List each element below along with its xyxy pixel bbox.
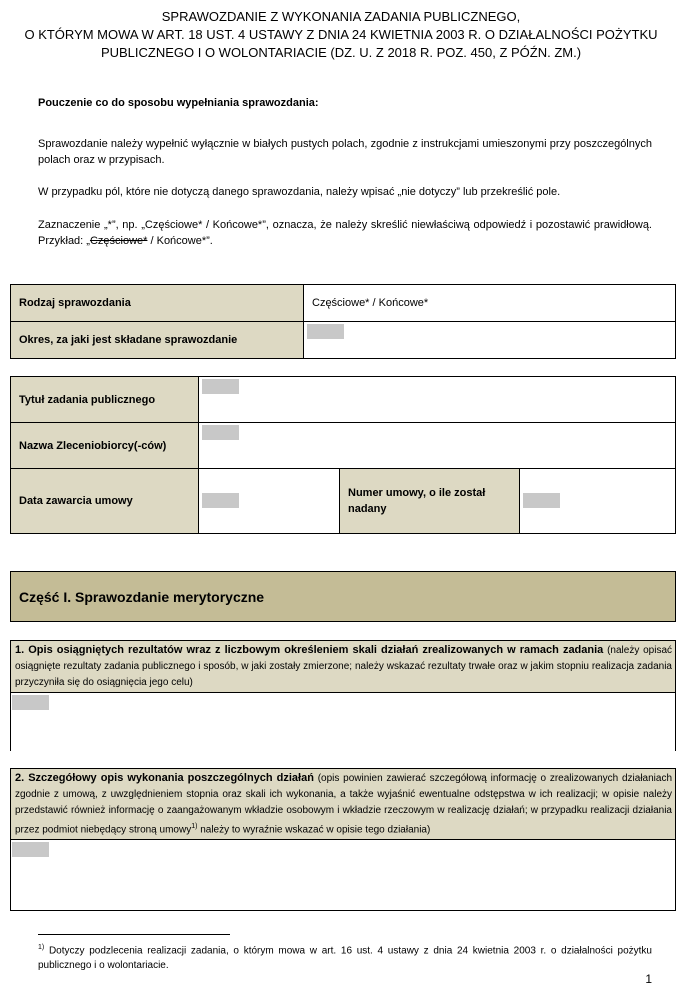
activities-instructions-end: należy to wyraźnie wskazać w opisie tego działania) [197,824,431,836]
field-placeholder [202,379,239,394]
instructions-p3-end: / Końcowe*”. [147,235,213,247]
document-title [0,8,682,62]
contract-date-label: Data zawarcia umowy [11,469,199,534]
report-type-label: Rodzaj sprawozdania [11,285,304,322]
results-description-box [10,640,676,751]
task-title-field[interactable] [199,377,676,423]
instructions-paragraph-3 [38,217,652,249]
contractor-label: Nazwa Zleceniobiorcy(-ców) [11,423,199,469]
title-line-2: O KTÓRYM MOWA W ART. 18 UST. 4 USTAWY Z DNIA 24 KWIETNIA 2003 R. O DZIAŁALNOŚCI POŻYTKU [24,27,658,42]
footnote-text: Dotyczy podzlecenia realizacji zadania, o którym mowa w art. 16 ust. 4 ustawy z dnia 24 kwietnia 2003 r. o działalności pożytku publicznego i o wolontariacie. [38,945,652,972]
instructions-paragraph-2: W przypadku pól, które nie dotyczą danego sprawozdania, należy wpisać „nie dotyczy” lub przekreślić pole. [38,186,561,198]
contractor-field[interactable] [199,423,676,469]
instructions-heading: Pouczenie co do sposobu wypełniania sprawozdania: [38,97,319,109]
activities-description-box [10,768,676,911]
results-instructions: (należy opisać osiągnięte rezultaty zadania publicznego i sposób, w jaki zostały zmierzone; należy wskazać rezultaty trwałe oraz w jakim stopniu realizacja zadania przyczyniła się do osiągnięcia jego celu) [15,645,673,688]
activities-question: 2. Szczegółowy opis wykonania poszczególnych działań [15,772,314,784]
instructions-paragraph-1: Sprawozdanie należy wypełnić wyłącznie w białych pustych polach, zgodnie z instrukcjami umieszonymi przy poszczególnych polach oraz w przypisach. [38,138,652,166]
title-line-3: PUBLICZNEGO I O WOLONTARIACIE (DZ. U. Z 2018 R. POZ. 450, Z PÓŹN. ZM.) [100,45,582,60]
page-number: 1 [645,972,652,986]
activities-description-field[interactable] [11,840,675,902]
title-line-1: SPRAWOZDANIE Z WYKONANIA ZADANIA PUBLICZNEGO, [161,9,521,24]
report-period-label: Okres, za jaki jest składane sprawozdanie [11,322,304,359]
field-placeholder [202,493,239,508]
contract-number-label: Numer umowy, o ile został nadany [340,469,520,534]
task-info-table [10,376,676,534]
footnote-divider [38,934,230,935]
field-placeholder [523,493,560,508]
field-placeholder [12,842,49,857]
activities-description-label [11,769,675,840]
results-description-field[interactable] [11,693,675,755]
footnote [38,940,652,973]
field-placeholder [202,425,239,440]
report-type-table [10,284,676,359]
field-placeholder [12,695,49,710]
activities-instructions: (opis powinien zawierać szczegółową informację o zrealizowanych działaniach zgodnie z umową, z uwzględnieniem stopnia oraz skali ich wykonania, a także wyjaśnić ewentualne odstępstwa w ich realizacji; w opisie należy przedstawić również informację o zaangażowanym wkładzie osobowym i wkładzie rzeczowym w realizację działań; w przypadku realizacji działania przez podmiot niebędący stroną umowy [15,773,673,836]
instructions-p3-text: Zaznaczenie „*”, np. „Częściowe* / Końcowe*”, oznacza, że należy skreślić niewłaściwą odpowiedź i pozostawić prawidłową. Przykład: „ [38,219,652,247]
results-question: 1. Opis osiągniętych rezultatów wraz z liczbowym określeniem skali działań zrealizowanych w ramach zadania [15,644,604,656]
contract-number-field[interactable] [520,469,676,534]
part-1-heading: Część I. Sprawozdanie merytoryczne [10,571,676,622]
footnote-ref: 1) [191,823,198,830]
field-placeholder [307,324,344,339]
report-type-value[interactable]: Częściowe* / Końcowe* [304,285,676,322]
task-title-label: Tytuł zadania publicznego [11,377,199,423]
report-period-field[interactable] [304,322,676,359]
contract-date-field[interactable] [199,469,340,534]
strikethrough-example: Częściowe* [89,235,148,247]
footnote-mark: 1) [38,944,45,951]
results-description-label [11,641,675,693]
